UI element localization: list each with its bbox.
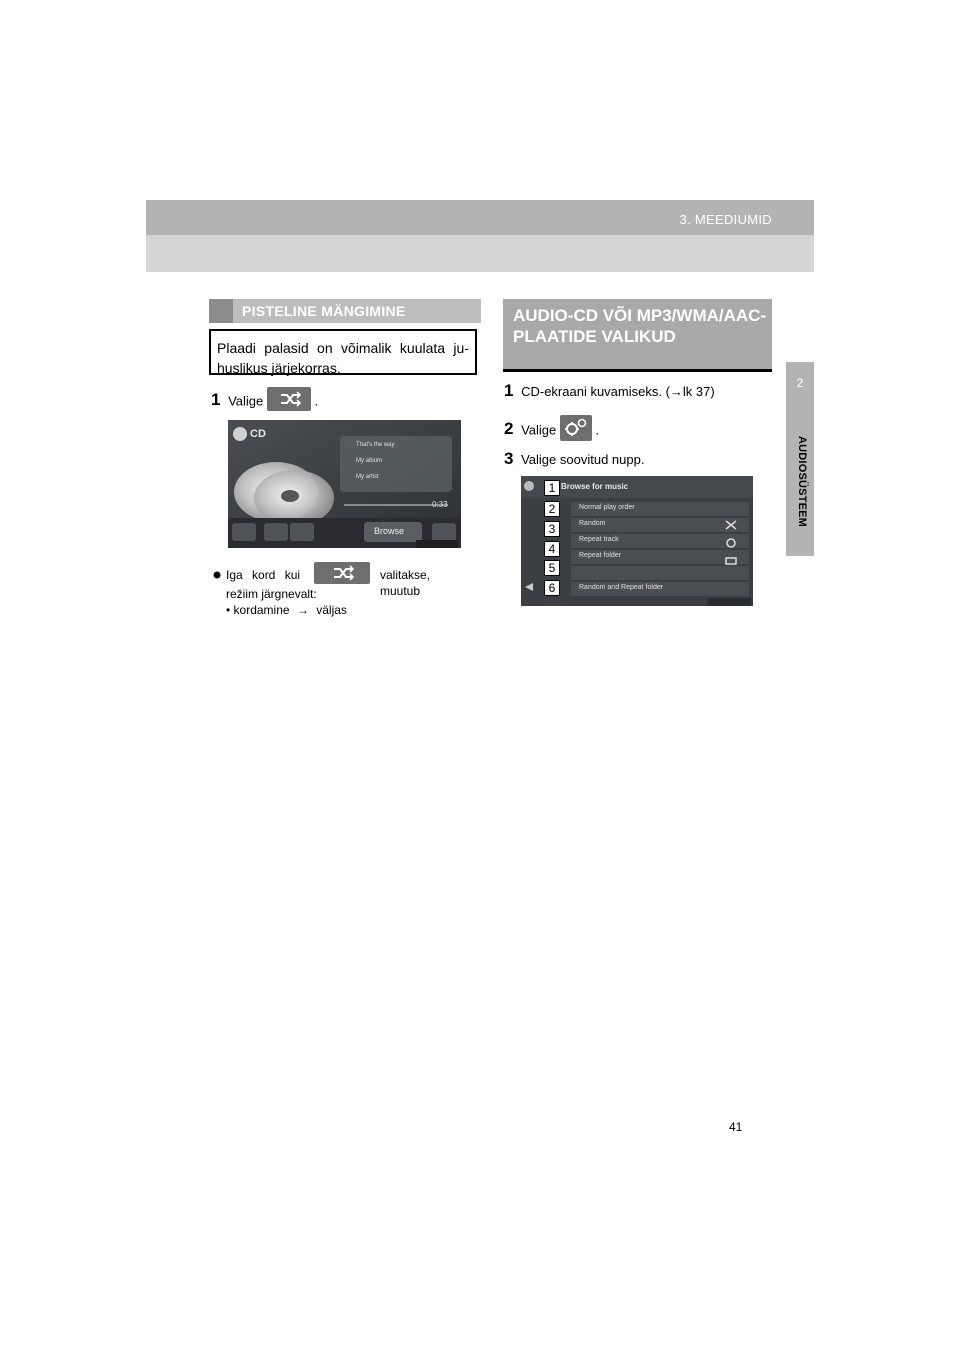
screen-track-title: That's the way [356,442,395,448]
screen-album: My album [356,458,383,464]
step-text: Valige soovitud nupp. [521,452,645,467]
step-number: 2 [504,419,514,439]
bullet-dot [213,571,221,579]
page-reference: lk 37) [682,384,715,399]
shuffle-icon [267,387,311,411]
callout-3: 3 [544,521,560,537]
step-period: . [314,393,319,409]
settings-screen-button [432,523,456,541]
callout-2: 2 [544,501,560,517]
cd-screen-image [228,420,461,548]
step-1-left [211,390,318,414]
callout-1: 1 [544,480,560,496]
cd-icon [233,427,247,441]
section-heading-options [503,299,772,369]
music-icon [524,481,534,491]
bullet-text-b: valitakse, muutub [380,568,431,598]
callout-4: 4 [544,541,560,557]
step-1-right [504,381,715,401]
page-number: 41 [729,1120,743,1134]
bullet-note [213,566,481,618]
screen-title: CD [250,428,266,440]
arrow-icon: → [669,384,683,399]
shuffle-button-icon-inline [314,562,370,584]
menu-title: Browse for music [561,482,629,491]
step-period: . [595,422,600,438]
side-chapter-label-text: AUDIOSÜSTEEM [796,436,808,528]
repeat-button [264,523,288,541]
bullet-text-a: Iga kord kui [226,568,301,582]
menu-item-random: Random [579,520,606,527]
step-text: CD-ekraani kuvamiseks. ( [521,384,670,399]
menu-item-repeat-track: Repeat track [579,536,619,543]
menu-item-random-repeat-folder: Random and Repeat folder [579,584,664,591]
side-chapter-label [780,436,820,556]
bullet-line-3 [213,602,481,618]
menu-item-repeat-folder: Repeat folder [579,552,622,559]
chapter-title: 3. MEEDIUMID [679,212,772,227]
heading-rule [503,369,772,372]
page-header [146,200,814,272]
bullet-line-2: režiim järgnevalt: [226,587,317,601]
source-button [232,523,256,541]
shuffle-icon [314,562,370,584]
gear-icon [560,415,592,441]
menu-item-normal: Normal play order [579,504,635,511]
step-text: Valige [228,393,264,409]
section-heading-random [209,299,481,323]
bullet-text-off: väljas [316,603,347,617]
shuffle-screen-button [290,523,314,541]
bullet-text-repeat: • kordamine [226,603,290,617]
step-3-right [504,449,644,469]
callout-5: 5 [544,560,560,576]
options-screen-image [521,476,753,606]
step-2-right [504,418,599,444]
screen-time: 0:33 [432,500,448,509]
arrow-icon: → [296,603,309,617]
header-top-bar [146,200,814,235]
step-number: 1 [211,390,221,410]
shuffle-button-icon [267,387,311,411]
step-text: Valige [521,422,557,438]
section-heading-text: PISTELINE MÄNGIMINE [242,303,406,319]
section-heading-text: AUDIO-CD VÕI MP3/WMA/AAC-PLAATIDE VALIKUD [513,306,767,346]
callout-6: 6 [544,580,560,596]
step-number: 3 [504,449,514,468]
screen-browse-label: Browse [374,526,405,536]
note-box: Plaadi palasid on võimalik kuulata ju-huslikus järjekorras. [209,329,477,375]
options-button-icon [560,415,592,441]
heading-square [209,299,233,323]
step-number: 1 [504,381,514,400]
side-chapter-number: 2 [796,376,804,390]
screen-artist: My artist [356,474,379,480]
